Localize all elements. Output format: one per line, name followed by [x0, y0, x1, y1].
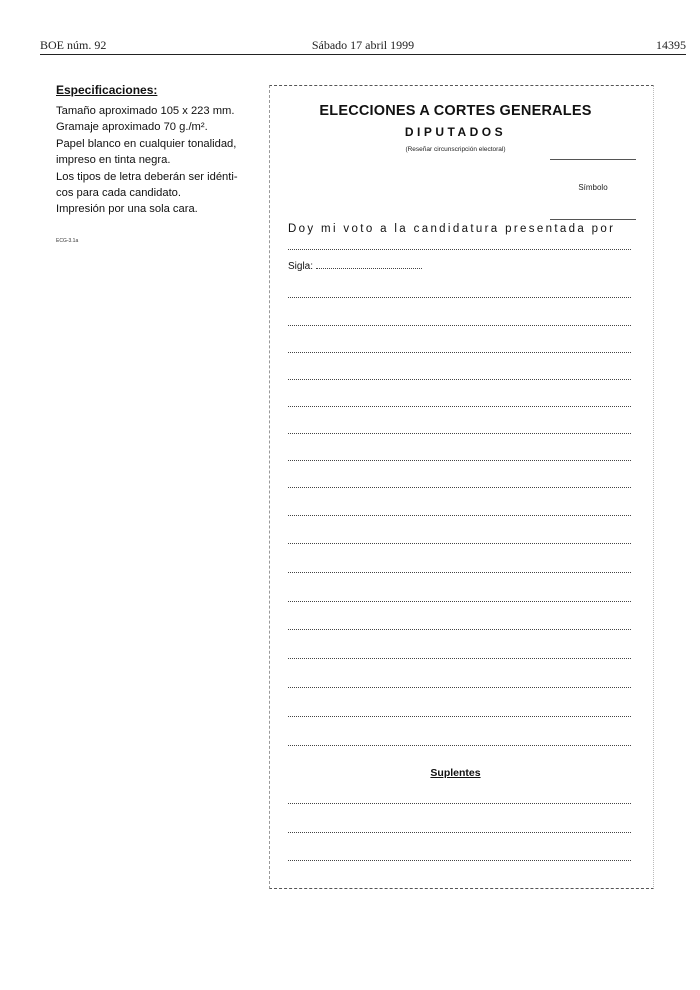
spec-line: Impresión por una sola cara.: [56, 203, 198, 216]
vote-statement: Doy mi voto a la candidatura presentada por: [288, 223, 616, 235]
spec-line: Gramaje aproximado 70 g./m².: [56, 121, 208, 134]
candidate-line: [288, 745, 631, 746]
substitute-line: [288, 803, 631, 804]
candidate-line: [288, 297, 631, 298]
candidate-line: [288, 379, 631, 380]
candidate-line: [288, 487, 631, 488]
candidate-line: [288, 629, 631, 630]
sigla-row: [288, 261, 422, 272]
candidate-line: [288, 658, 631, 659]
candidate-line: [288, 716, 631, 717]
ballot-subtitle: DIPUTADOS: [404, 125, 507, 139]
candidate-line: [288, 687, 631, 688]
spec-line: Tamaño aproximado 105 x 223 mm.: [56, 105, 235, 117]
candidate-line: [288, 515, 631, 516]
candidacy-line: [288, 249, 631, 250]
constituency-note: (Reseñar circunscripción electoral): [405, 146, 506, 153]
spec-line: cos para cada candidato.: [56, 187, 182, 200]
candidate-line: [288, 325, 631, 326]
symbol-label: Símbolo: [578, 183, 608, 192]
bulletin-number: BOE núm. 92: [40, 38, 107, 52]
candidate-line: [288, 352, 631, 353]
ballot-title: ELECCIONES A CORTES GENERALES: [319, 103, 592, 119]
substitute-line: [288, 860, 631, 861]
candidate-line: [288, 460, 631, 461]
spec-line: Los tipos de letra deberán ser idénti-: [56, 170, 238, 183]
substitutes-heading: Suplentes: [430, 767, 481, 779]
sigla-label: Sigla:: [288, 261, 314, 272]
symbol-box: [550, 159, 636, 220]
publication-date: Sábado 17 abril 1999: [311, 38, 415, 52]
substitute-line: [288, 832, 631, 833]
candidate-line: [288, 433, 631, 434]
spec-line: impreso en tinta negra.: [56, 154, 171, 167]
candidate-line: [288, 543, 631, 544]
model-code: ECG-3.1a: [56, 237, 79, 244]
sigla-line: [316, 268, 422, 269]
specifications-block: [56, 83, 256, 244]
candidate-line: [288, 601, 631, 602]
specifications-title: Especificaciones:: [56, 83, 158, 97]
candidate-line: [288, 572, 631, 573]
page-header: [40, 38, 686, 55]
spec-line: Papel blanco en cualquier tonalidad,: [56, 137, 237, 150]
page-number: 14395: [656, 38, 686, 52]
candidate-line: [288, 406, 631, 407]
ballot-paper: [269, 85, 654, 889]
